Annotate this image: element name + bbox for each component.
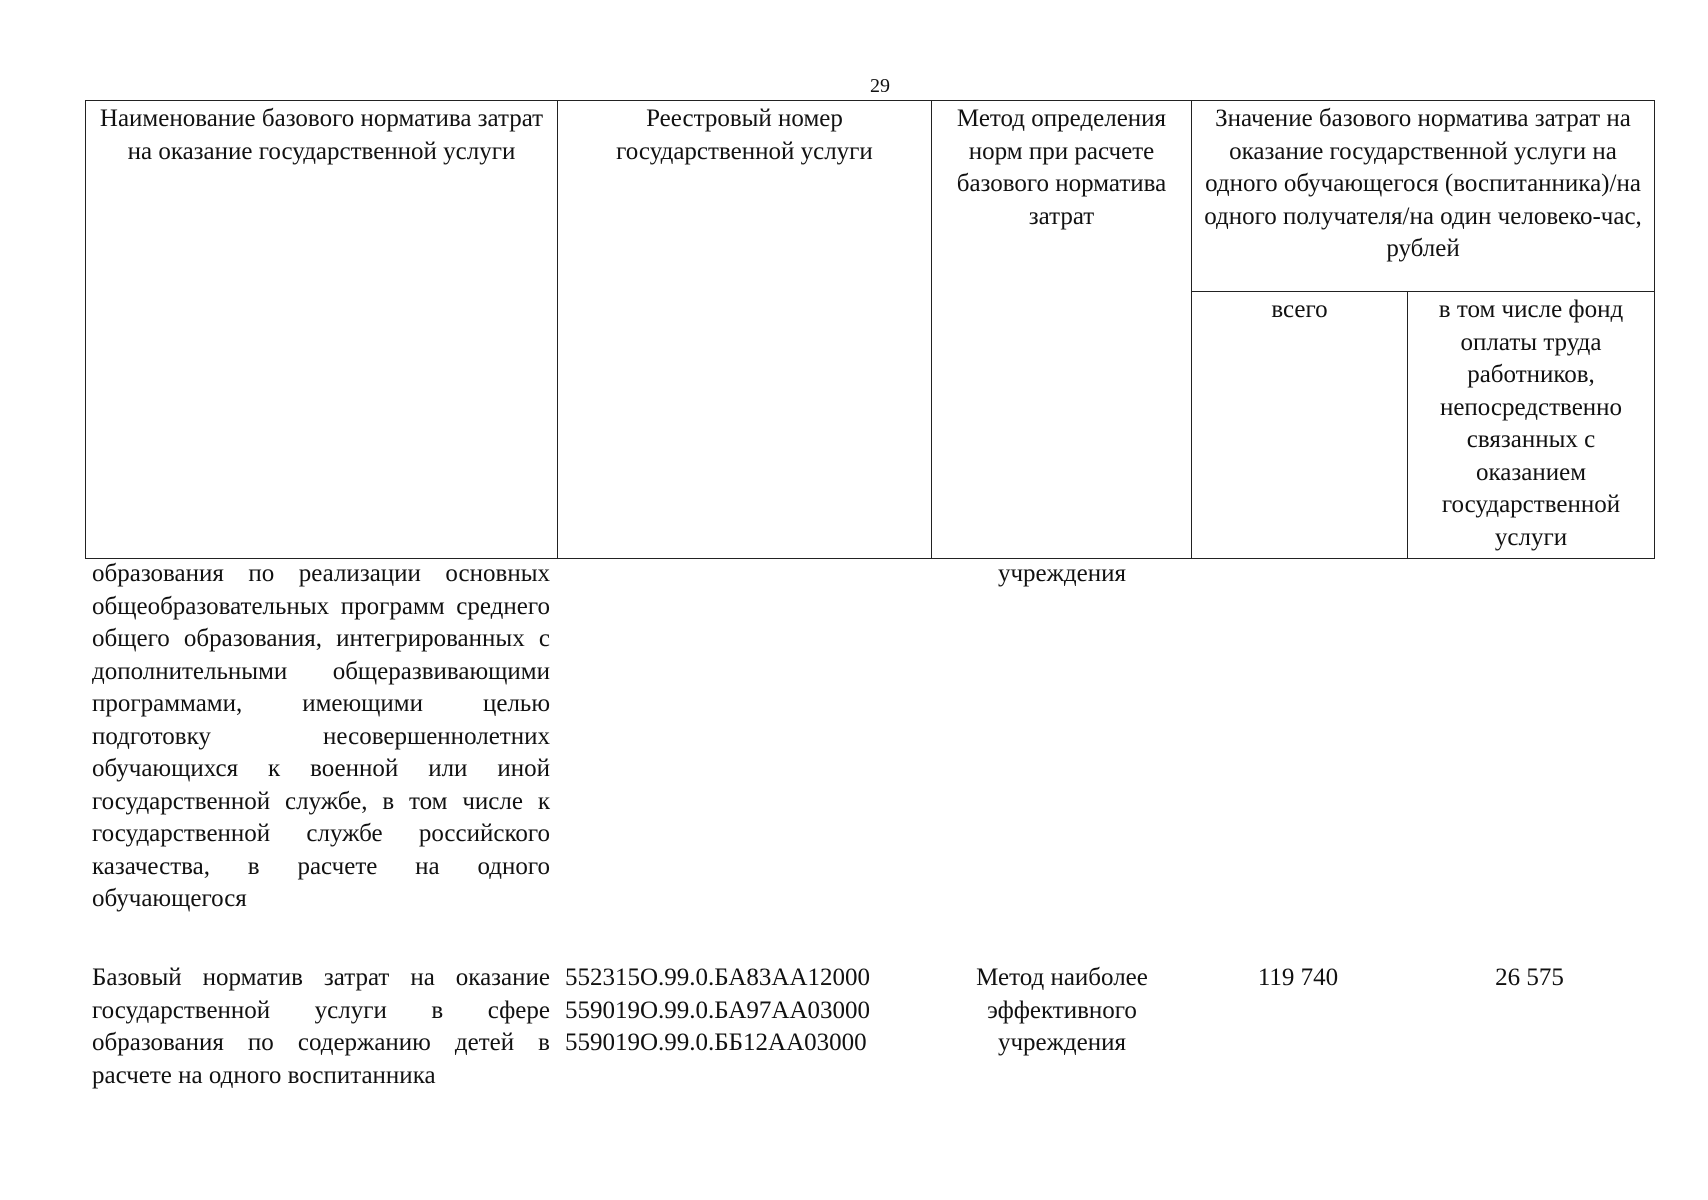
header-table <box>85 100 1655 559</box>
row2-total: 119 740 <box>1257 964 1339 991</box>
row1-method: учреждения <box>997 560 1126 587</box>
header-total-label: всего <box>1271 296 1328 323</box>
row2-name: Базовый норматив затрат на оказание государственной услуги в сфере образования по содержанию детей в расчете на одного воспитанника <box>92 964 550 1089</box>
header-total-cell <box>1192 292 1408 559</box>
page-number: 29 <box>870 75 890 97</box>
header-name-label: Наименование базового норматива затрат на оказание государственной услуги <box>99 105 544 165</box>
header-value-cell <box>1192 101 1655 292</box>
header-name-cell <box>86 101 558 559</box>
header-registry-label: Реестровый номер государственной услуги <box>616 105 873 165</box>
row2-method: Метод наиболее эффективного учреждения <box>976 964 1148 1056</box>
row2-wage-fund: 26 575 <box>1495 964 1564 991</box>
header-method-cell <box>932 101 1192 559</box>
header-value-label: Значение базового норматива затрат на оказание государственной услуги на одного обучающегося (воспитанника)/на одного получателя/на один человеко-час, рублей <box>1204 105 1642 262</box>
row2-registry-2: 559019О.99.0.БА97АА03000 <box>565 996 870 1024</box>
header-wage-fund-label: в том числе фонд оплаты труда работников, непосредственно связанных с оказанием государственной услуги <box>1438 296 1624 551</box>
header-wage-fund-cell <box>1408 292 1655 559</box>
header-registry-cell <box>558 101 932 559</box>
row1-name: образования по реализации основных общеобразовательных программ среднего общего образования, интегрированных с дополнительными общеразвивающими программами, имеющими целью подготовку несовершеннолетних обучающихся к военной или иной государственной службе, в том числе к государственной службе российского казачества, в расчете на одного обучающегося <box>92 560 550 912</box>
row2-registry <box>565 962 935 1060</box>
row2-registry-1: 552315О.99.0.БА83АА12000 <box>565 964 870 991</box>
header-method-label: Метод определения норм при расчете базового норматива затрат <box>956 105 1167 230</box>
row2-registry-3: 559019О.99.0.ББ12АА03000 <box>565 1029 867 1056</box>
